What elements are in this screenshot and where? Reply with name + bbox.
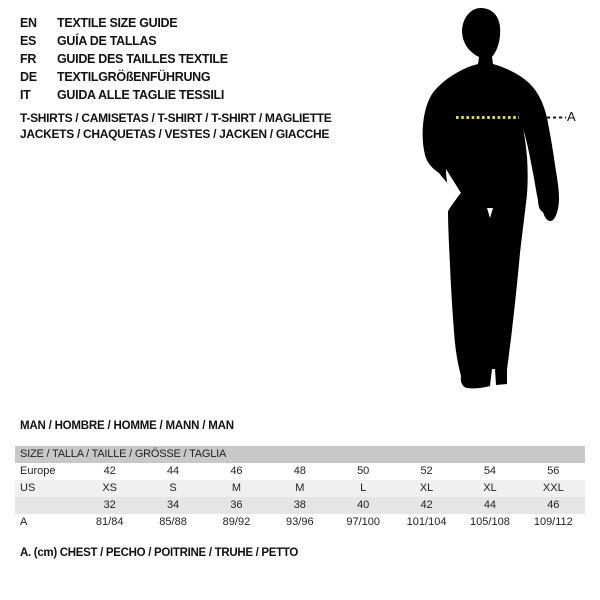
size-value-cell: 97/100 [346, 516, 381, 528]
size-value-cell: 46 [547, 499, 560, 511]
product-type-list [20, 111, 332, 142]
size-value-cell: 89/92 [222, 516, 251, 528]
product-type-line: JACKETS / CHAQUETAS / VESTES / JACKEN / GIACCHE [20, 126, 330, 141]
language-guide-title: TEXTILGRÖßENFÜHRUNG [57, 70, 211, 84]
size-value-cell: 85/88 [159, 516, 187, 528]
size-value-cell: 109/112 [533, 516, 573, 528]
language-guide-title: GUIDE DES TAILLES TEXTILE [57, 52, 228, 66]
size-value-cell: 46 [230, 465, 243, 477]
language-guide-title: GUIDA ALLE TAGLIE TESSILI [57, 88, 225, 102]
size-value-cell: 101/104 [406, 516, 447, 528]
size-value-cell: 105/108 [470, 516, 510, 528]
table-row [15, 497, 585, 514]
size-table-header: SIZE / TALLA / TAILLE / GRÖSSE / TAGLIA [15, 446, 585, 463]
size-value-cell: 38 [293, 499, 306, 511]
size-value-cell: XS [102, 482, 118, 494]
size-value-cell: 44 [483, 499, 497, 511]
row-label [15, 497, 78, 514]
measure-label-a: A [567, 109, 576, 124]
size-value-cell: L [360, 482, 367, 494]
size-value-cell: 36 [230, 499, 243, 511]
size-value-cell: 42 [420, 499, 433, 511]
language-guide-title: TEXTILE SIZE GUIDE [57, 16, 178, 30]
table-row [15, 480, 585, 497]
row-label: Europe [20, 465, 56, 477]
size-value-cell: 93/96 [286, 516, 314, 528]
size-value-cell: XXL [542, 482, 564, 494]
size-value-cell: 44 [166, 465, 180, 477]
language-code: EN [20, 16, 37, 30]
size-value-cell: XL [483, 482, 497, 494]
measurement-footnote: A. (cm) CHEST / PECHO / POITRINE / TRUHE / PETTO [20, 547, 299, 559]
size-table-rows [15, 463, 585, 531]
language-code: DE [20, 70, 37, 84]
language-code: FR [20, 52, 37, 66]
size-value-cell: 42 [103, 465, 116, 477]
size-value-cell: M [295, 482, 305, 494]
size-value-cell: 50 [357, 465, 370, 477]
size-value-cell: XL [419, 482, 434, 494]
man-silhouette-graphic [415, 5, 585, 390]
size-value-cell: S [169, 482, 177, 494]
table-row [15, 514, 585, 531]
language-row [20, 86, 228, 104]
row-label: US [20, 482, 36, 494]
man-silhouette-shape [423, 8, 559, 388]
language-list [20, 14, 228, 104]
language-row [20, 50, 228, 68]
table-row [15, 463, 585, 480]
language-row [20, 68, 228, 86]
gender-section-title: MAN / HOMBRE / HOMME / MANN / MAN [20, 420, 234, 432]
size-value-cell: 40 [357, 499, 370, 511]
language-row [20, 14, 228, 32]
size-value-cell: 48 [293, 465, 306, 477]
size-value-cell: M [231, 482, 242, 494]
language-row [20, 32, 228, 50]
man-silhouette-figure [415, 5, 595, 390]
language-code: IT [20, 88, 31, 102]
size-value-cell: 81/84 [95, 516, 124, 528]
language-code: ES [20, 34, 37, 48]
row-label: A [20, 516, 28, 528]
size-value-cell: 56 [547, 465, 560, 477]
size-table [15, 446, 585, 531]
size-value-cell: 32 [103, 499, 116, 511]
size-value-cell: 54 [483, 465, 497, 477]
size-value-cell: 52 [420, 465, 433, 477]
size-value-cell: 34 [166, 499, 180, 511]
language-guide-title: GUÍA DE TALLAS [57, 34, 157, 48]
product-type-line: T-SHIRTS / CAMISETAS / T-SHIRT / T-SHIRT / MAGLIETTE [20, 111, 332, 125]
